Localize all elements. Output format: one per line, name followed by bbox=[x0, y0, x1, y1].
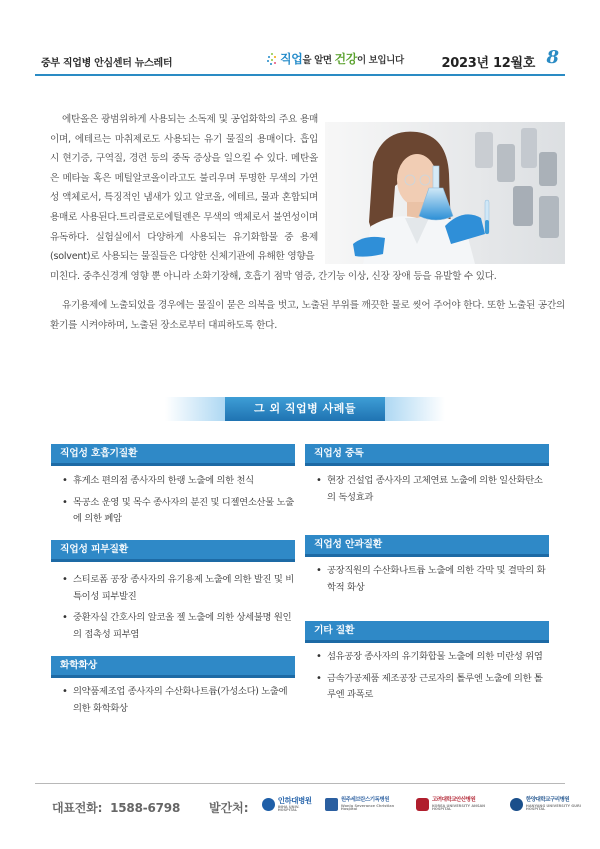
org-name: 한양대학교구리병원 bbox=[525, 797, 570, 803]
list-item: • 공장직원의 수산화나트륨 노출에 의한 각막 및 결막의 화학적 화상 bbox=[305, 563, 549, 596]
category-other-title: 기타 질환 bbox=[305, 621, 549, 643]
org-subtitle: Wonju Severance Christian Hospital bbox=[340, 803, 395, 811]
slogan-word-health: 건강 bbox=[334, 52, 357, 66]
title-glow-right bbox=[385, 397, 445, 421]
title-glow-left bbox=[165, 397, 225, 421]
list-item: • 금속가공제품 제조공장 근로자의 톨루엔 노출에 의한 톨루엔 과폭로 bbox=[305, 671, 549, 704]
slogan-ending: 이 보입니다 bbox=[356, 54, 404, 66]
org-subtitle: KOREA UNIVERSITY ANSAN HOSPITAL bbox=[431, 803, 486, 811]
article-paragraph-1: 에탄올은 광범위하게 사용되는 소독제 및 공업화학의 주요 용매이며, 에테르는 마취제로도 사용되는 유기 물질의 용매이다. 흡입 시 현기증, 구역질, 경련 등의 중독 증상을 일으킬 수 있다. 메탄올은 메타놀 혹은 메틸알코올이라고도 불리우며 투명한 무색의 가연성 액체로서, 특징적인 냄새가 있고 알코올, 에테르, 물과 혼합되며 용매로 사용된다.트리클로로에틸렌은 무색의 액체로서 불연성이며 유독하다. 실험실에서 다양하게 사용되는 유기화합물 중 용제(solvent)로 사용되는 물질들은 다양한 신체기관에 유해한 영향을 bbox=[50, 114, 318, 263]
slogan bbox=[267, 50, 404, 67]
section-title: 그 외 직업병 사례들 bbox=[225, 397, 385, 421]
list-item: • 중환자실 간호사의 알코올 젤 노출에 의한 상세불명 원인의 접촉성 피부염 bbox=[51, 610, 295, 643]
list-item: • 목공소 운영 및 목수 종사자의 분진 및 디젤연소산물 노출에 의한 폐암 bbox=[51, 495, 295, 528]
category-skin-list bbox=[51, 572, 295, 648]
slogan-word-job: 직업 bbox=[280, 52, 303, 66]
list-item: • 섬유공장 종사자의 유기화합물 노출에 의한 미란성 위염 bbox=[305, 649, 549, 666]
section-title-bar bbox=[225, 397, 385, 421]
lab-photo bbox=[325, 122, 565, 264]
list-item: • 의약품제조업 종사자의 수산화나트륨(가성소다) 노출에 의한 화학화상 bbox=[51, 684, 295, 717]
list-item: • 현장 건설업 종사자의 고체연료 노출에 의한 일산화탄소의 독성효과 bbox=[305, 473, 549, 506]
publisher-logos bbox=[262, 797, 600, 813]
article-paragraph-2: 유기용제에 노출되었을 경우에는 물질이 묻은 의복을 벗고, 노출된 부위를 깨끗한 물로 씻어 주어야 한다. 또한 노출된 공간의 환기를 시켜야하며, 노출된 장소로부터 대피하도록 한다. bbox=[50, 300, 565, 331]
category-eye-title: 직업성 안과질환 bbox=[305, 535, 549, 557]
org-name: 고려대학교안산병원 bbox=[431, 797, 476, 803]
category-chemical-burn-list bbox=[51, 684, 295, 722]
category-skin-title: 직업성 피부질환 bbox=[51, 540, 295, 562]
category-poisoning-title: 직업성 중독 bbox=[305, 444, 549, 466]
hanyang-logo-icon bbox=[510, 798, 523, 811]
severance-logo-icon bbox=[325, 798, 338, 811]
org-inha bbox=[262, 797, 319, 813]
org-name: 인하대병원 bbox=[277, 796, 312, 805]
footer-publisher-label: 발간처: bbox=[209, 801, 249, 815]
org-subtitle: INHA UNIV. HOSPITAL bbox=[277, 804, 300, 812]
category-poisoning-list bbox=[305, 473, 549, 511]
list-item: • 휴게소 편의점 종사자의 한랭 노출에 의한 천식 bbox=[51, 473, 295, 490]
page-number: 8 bbox=[546, 47, 559, 68]
newsletter-title: 중부 직업병 안심센터 뉴스레터 bbox=[41, 58, 173, 69]
org-name: 원주세브란스기독병원 bbox=[340, 797, 390, 803]
issue-date: 2023년 12월호 bbox=[441, 56, 535, 71]
org-subtitle: HANYANG UNIVERSITY GURI HOSPITAL bbox=[525, 803, 581, 811]
footer-divider bbox=[35, 783, 565, 784]
slogan-connector: 을 알면 bbox=[302, 54, 335, 66]
org-wonju-severance bbox=[325, 798, 410, 812]
list-item: • 스티로폼 공장 종사자의 유기용제 노출에 의한 발진 및 비특이성 피부발진 bbox=[51, 572, 295, 605]
category-eye-list bbox=[305, 563, 549, 601]
category-respiratory-list bbox=[51, 473, 295, 533]
footer-phone: 대표전화: 1588-6798 bbox=[52, 801, 181, 815]
org-hanyang-guri bbox=[510, 798, 600, 812]
category-chemical-burn-title: 화학화상 bbox=[51, 656, 295, 678]
newsletter-header bbox=[35, 48, 565, 72]
category-other-list bbox=[305, 649, 549, 709]
sparkle-icon bbox=[267, 52, 277, 66]
header-divider bbox=[35, 74, 565, 76]
org-korea-ansan bbox=[416, 798, 504, 812]
article-paragraph-1-tail: 미친다. 중추신경계 영향 뿐 아니라 소화기장해, 호흡기 점막 염증, 간기능 이상, 신장 장애 등을 유발할 수 있다. bbox=[50, 271, 497, 282]
korea-univ-logo-icon bbox=[416, 798, 429, 811]
category-respiratory-title: 직업성 호흡기질환 bbox=[51, 444, 295, 466]
inha-logo-icon bbox=[262, 798, 275, 811]
